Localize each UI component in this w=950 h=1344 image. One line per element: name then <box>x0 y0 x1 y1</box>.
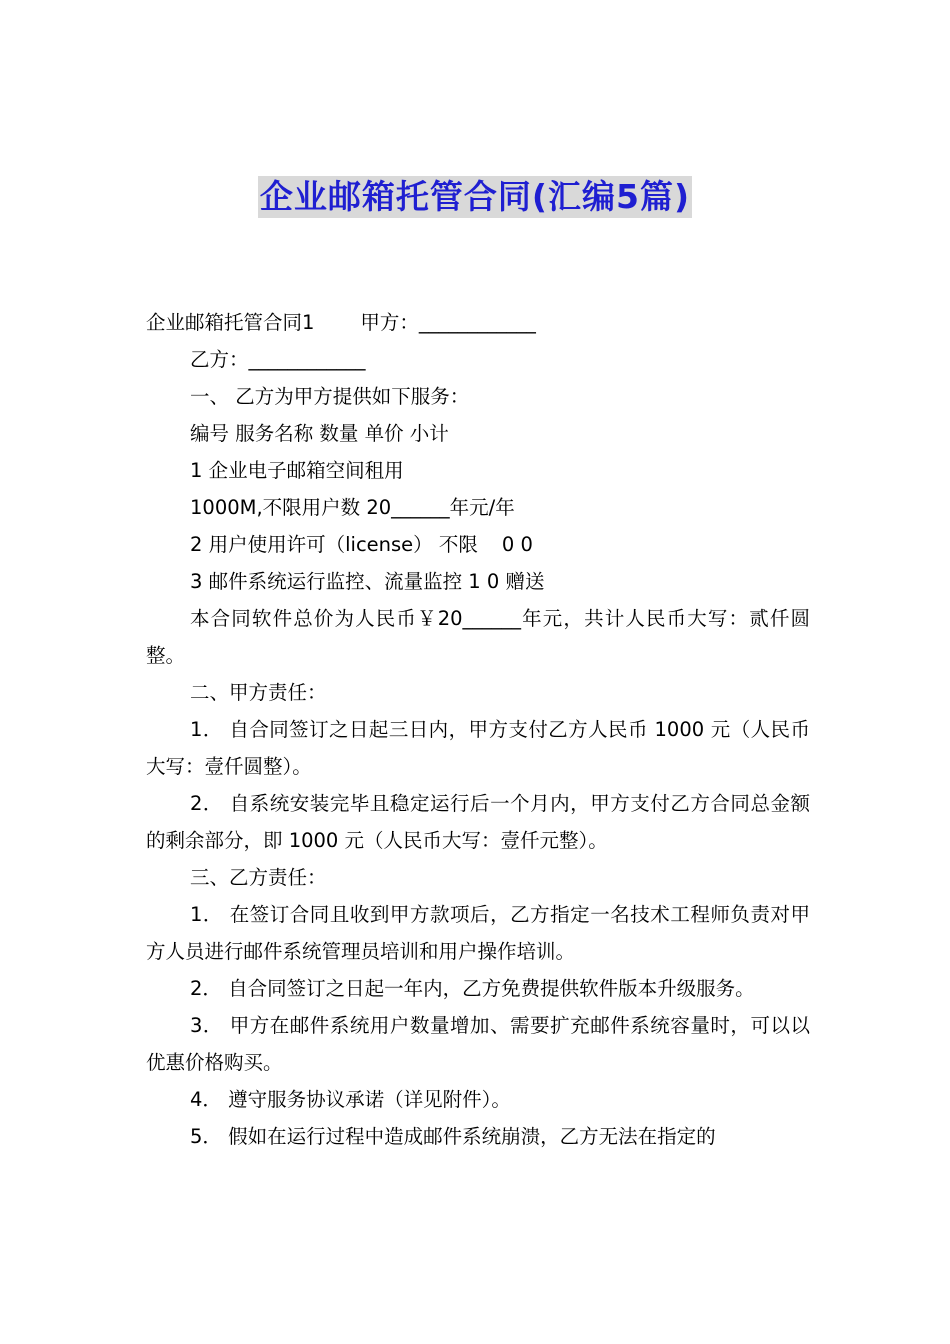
service-table-header: 编号 服务名称 数量 单价 小计 <box>190 422 449 445</box>
party-a-clause-1: 1． 自合同签订之日起三日内，甲方支付乙方人民币 1000 元（人民币大写：壹仟圆整）。 <box>146 718 810 778</box>
service-item-1-detail: 1000M,不限用户数 20______年元/年 <box>190 496 515 519</box>
section-3-heading: 三、乙方责任： <box>190 866 327 889</box>
section-2-heading: 二、甲方责任： <box>190 681 327 704</box>
party-a-clause-2: 2． 自系统安装完毕且稳定运行后一个月内，甲方支付乙方合同总金额的剩余部分，即 1000 元（人民币大写：壹仟元整）。 <box>146 792 810 852</box>
service-item-2: 2 用户使用许可（license） 不限 <box>190 533 478 556</box>
contract-heading-line <box>146 304 810 341</box>
party-b-field: 乙方：____________ <box>190 348 366 371</box>
total-price-paragraph: 本合同软件总价为人民币￥20______年元，共计人民币大写：贰仟圆整。 <box>146 607 810 667</box>
party-a-field: 甲方：____________ <box>360 311 536 334</box>
party-b-clause-3: 3． 甲方在邮件系统用户数量增加、需要扩充邮件系统容量时，可以以优惠价格购买。 <box>146 1014 810 1074</box>
document-body <box>146 304 810 1155</box>
service-item-2-price: 0 0 <box>501 533 533 556</box>
title-container <box>0 176 950 218</box>
party-b-clause-2: 2． 自合同签订之日起一年内，乙方免费提供软件版本升级服务。 <box>190 977 755 1000</box>
service-item-2-line <box>146 526 810 563</box>
section-1-heading: 一、 乙方为甲方提供如下服务： <box>190 385 470 408</box>
service-item-3: 3 邮件系统运行监控、流量监控 1 0 赠送 <box>190 570 545 593</box>
party-b-clause-5: 5． 假如在运行过程中造成邮件系统崩溃，乙方无法在指定的 <box>190 1125 716 1148</box>
contract-number: 企业邮箱托管合同1 <box>146 311 315 334</box>
document-title: 企业邮箱托管合同(汇编5篇) <box>259 177 691 216</box>
party-b-clause-4: 4． 遵守服务协议承诺（详见附件）。 <box>190 1088 511 1111</box>
party-b-clause-1: 1． 在签订合同且收到甲方款项后，乙方指定一名技术工程师负责对甲方人员进行邮件系统管理员培训和用户操作培训。 <box>146 903 810 963</box>
service-item-1: 1 企业电子邮箱空间租用 <box>190 459 404 482</box>
